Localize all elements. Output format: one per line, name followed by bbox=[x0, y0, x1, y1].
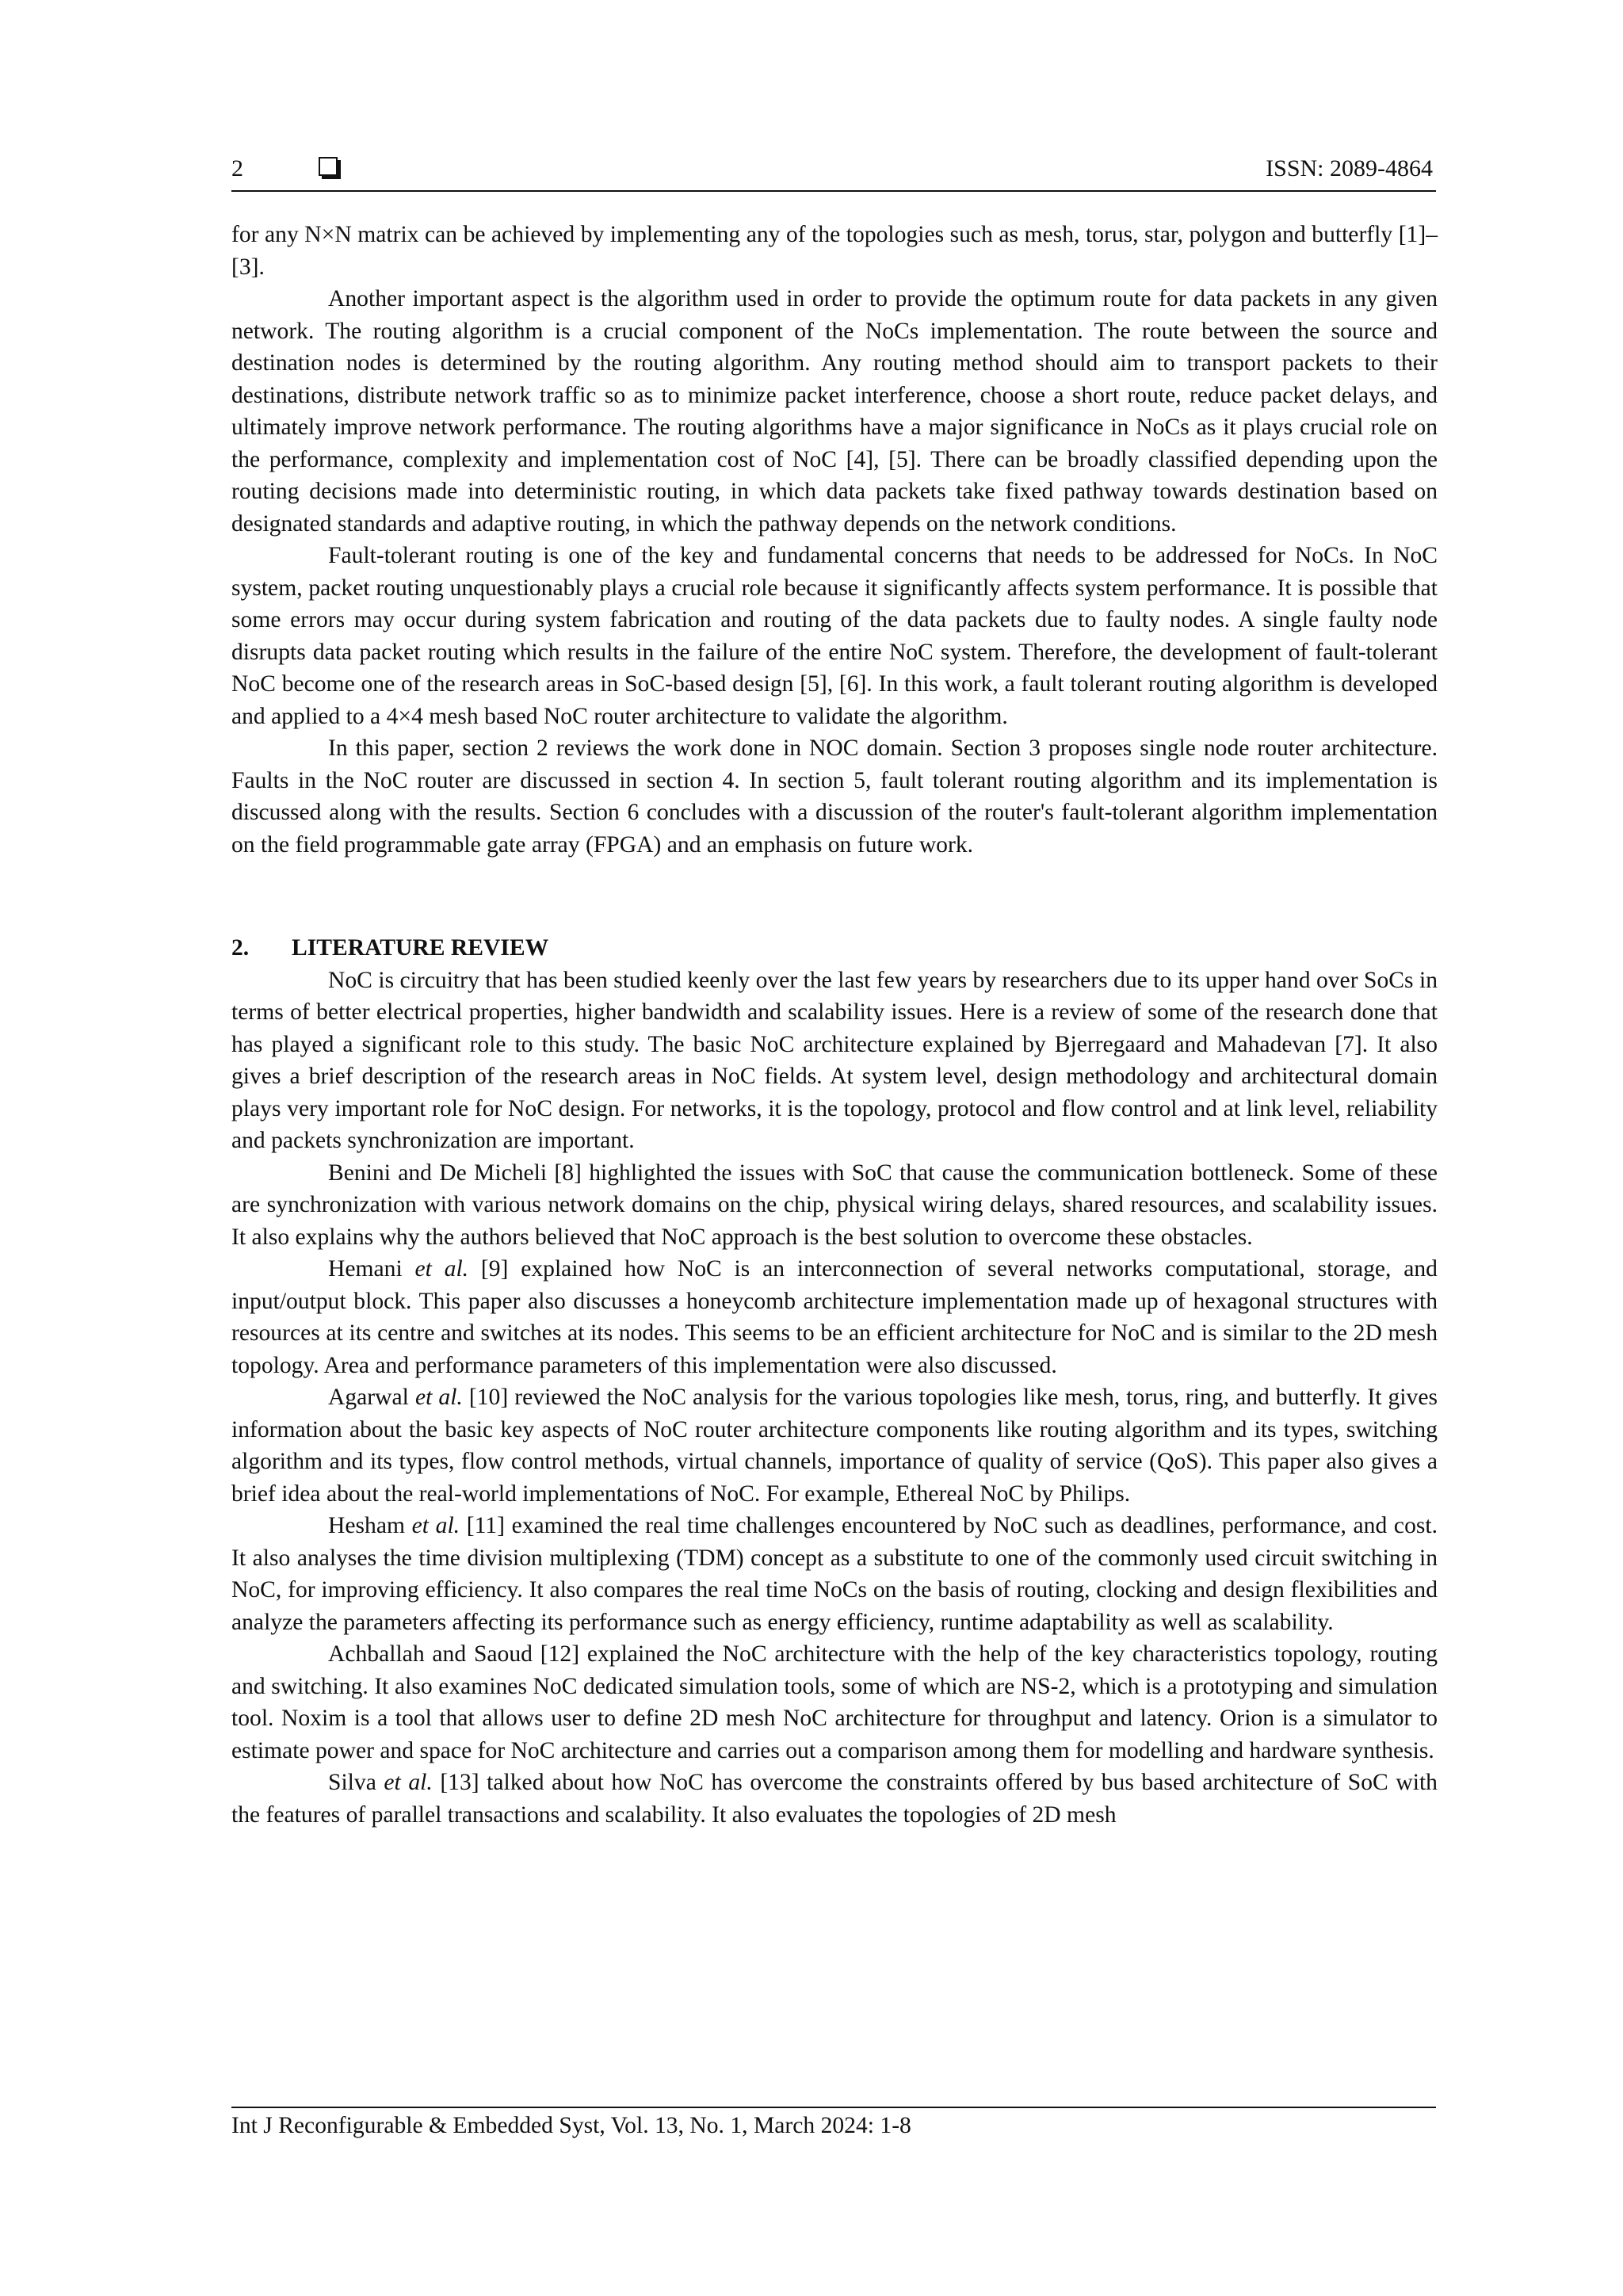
paragraph-review-4: Agarwal et al. [10] reviewed the NoC analysis for the various topologies like mesh, torus, ring, and butterfly. It gives information about the basic key aspects of NoC router architecture components like routing algorithm and its types, switching algorithm and its types, flow control methods, virtual channels, importance of quality of service (QoS). This paper also gives a brief idea about the real-world implementations of NoC. For example, Ethereal NoC by Philips. bbox=[231, 1385, 1438, 1507]
paragraph-continuation: for any N×N matrix can be achieved by implementing any of the topologies such as mesh, torus, star, polygon and butterfly [1]–[3]. bbox=[231, 222, 1438, 280]
square-box-icon bbox=[319, 157, 338, 176]
running-header bbox=[231, 152, 1436, 192]
journal-citation: Int J Reconfigurable & Embedded Syst, Vol. 13, No. 1, March 2024: 1-8 bbox=[231, 2113, 911, 2138]
running-footer bbox=[231, 2107, 1436, 2139]
paragraph-review-6: Achballah and Saoud [12] explained the NoC architecture with the help of the key characteristics topology, routing and switching. It also examines NoC dedicated simulation tools, some of which are NS-2, which is a prototyping and simulation tool. Noxim is a tool that allows user to define 2D mesh NoC architecture for throughput and latency. Orion is a simulator to estimate power and space for NoC architecture and carries out a comparison among them for modelling and hardware synthesis. bbox=[231, 1641, 1438, 1763]
section-number: 2. bbox=[231, 935, 250, 961]
body-text bbox=[231, 219, 1438, 1831]
section-title: LITERATURE REVIEW bbox=[292, 935, 549, 961]
paragraph-paper-organization: In this paper, section 2 reviews the work done in NOC domain. Section 3 proposes single node router architecture. Faults in the NoC router are discussed in section 4. In section 5, fault tolerant routing algorithm and its implementation is discussed along with the results. Section 6 concludes with a discussion of the router's fault-tolerant algorithm implementation on the field programmable gate array (FPGA) and an emphasis on future work. bbox=[231, 735, 1438, 858]
paragraph-review-2: Benini and De Micheli [8] highlighted the issues with SoC that cause the communication bottleneck. Some of these are synchronization with various network domains on the chip, physical wiring delays, shared resources, and scalability issues. It also explains why the authors believed that NoC approach is the best solution to overcome these obstacles. bbox=[231, 1159, 1438, 1250]
paragraph-review-1: NoC is circuitry that has been studied keenly over the last few years by researchers due to its upper hand over SoCs in terms of better electrical properties, higher bandwidth and scalability issues. Here is a review of some of the research done that has played a significant role to this study. The basic NoC architecture explained by Bjerregaard and Mahadevan [7]. It also gives a brief description of the research areas in NoC fields. At system level, design methodology and architectural domain plays very important role for NoC design. For networks, it is the topology, protocol and flow control and at link level, reliability and packets synchronization are important. bbox=[231, 967, 1438, 1153]
paragraph-review-5: Hesham et al. [11] examined the real time challenges encountered by NoC such as deadlines, performance, and cost. It also analyses the time division multiplexing (TDM) concept as a substitute to one of the commonly used circuit switching in NoC, for improving efficiency. It also compares the real time NoCs on the basis of routing, clocking and design flexibilities and analyze the parameters affecting its performance such as energy efficiency, runtime adaptability as well as scalability. bbox=[231, 1513, 1438, 1635]
paragraph-review-7: Silva et al. [13] talked about how NoC has overcome the constraints offered by bus based architecture of SoC with the features of parallel transactions and scalability. It also evaluates the topologies of 2D mesh bbox=[231, 1770, 1438, 1828]
paragraph-review-3: Hemani et al. [9] explained how NoC is an interconnection of several networks computational, storage, and input/output block. This paper also discusses a honeycomb architecture implementation made up of hexagonal structures with resources at its centre and switches at its nodes. This seems to be an efficient architecture for NoC and is similar to the 2D mesh topology. Area and performance parameters of this implementation were also discussed. bbox=[231, 1256, 1438, 1378]
issn-label: ISSN: 2089-4864 bbox=[1266, 155, 1433, 181]
section-heading-literature-review bbox=[231, 932, 1438, 965]
paragraph-fault-tolerant: Fault-tolerant routing is one of the key and fundamental concerns that needs to be addressed for NoCs. In NoC system, packet routing unquestionably plays a crucial role because it significantly affects system performance. It is possible that some errors may occur during system fabrication and routing of the data packets due to faulty nodes. A single faulty node disrupts data packet routing which results in the failure of the entire NoC system. Therefore, the development of fault-tolerant NoC become one of the research areas in SoC-based design [5], [6]. In this work, a fault tolerant routing algorithm is developed and applied to a 4×4 mesh based NoC router architecture to validate the algorithm. bbox=[231, 543, 1438, 729]
paragraph-routing-algorithm: Another important aspect is the algorithm used in order to provide the optimum route for data packets in any given network. The routing algorithm is a crucial component of the NoCs implementation. The route between the source and destination nodes is determined by the routing algorithm. Any routing method should aim to transport packets to their destinations, distribute network traffic so as to minimize packet interference, choose a short route, reduce packet delays, and ultimately improve network performance. The routing algorithms have a major significance in NoCs as it plays crucial role on the performance, complexity and implementation cost of NoC [4], [5]. There can be broadly classified depending upon the routing decisions made into deterministic routing, in which data packets take fixed pathway towards destination based on designated standards and adaptive routing, in which the pathway depends on the network conditions. bbox=[231, 286, 1438, 537]
page-number: 2 bbox=[231, 155, 243, 181]
